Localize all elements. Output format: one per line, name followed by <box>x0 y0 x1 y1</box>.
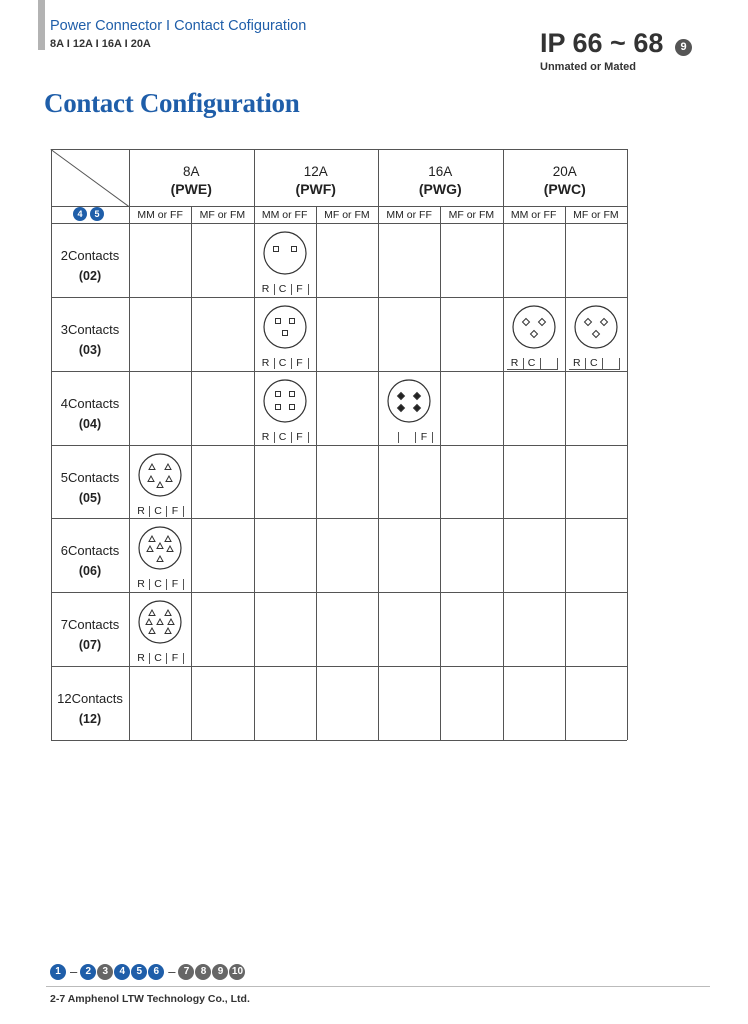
contact-pin <box>414 404 421 411</box>
mark-C: C <box>149 579 166 590</box>
mark-R: R <box>137 504 145 517</box>
contact-pin <box>165 610 171 616</box>
row-label: 3Contacts <box>60 321 120 337</box>
mark-C: C <box>149 653 166 664</box>
mark-F: F <box>166 579 183 590</box>
column-mating-type: MF or FM <box>573 209 619 221</box>
availability-marks <box>133 579 184 590</box>
availability-marks <box>382 432 433 443</box>
connector-face-4-square-icon <box>254 371 316 431</box>
row-code: (06) <box>78 564 102 579</box>
corner-diagonal <box>50 149 129 207</box>
contact-pin <box>149 536 155 542</box>
contact-pin <box>148 476 154 482</box>
contact-pin <box>167 546 173 552</box>
mark-C: C <box>274 358 291 369</box>
table-header-divider <box>51 206 627 207</box>
mark-blank <box>398 432 415 443</box>
contact-pin <box>149 464 155 470</box>
column-amp-1: 12A <box>303 164 328 179</box>
row-code: (05) <box>78 490 102 505</box>
column-mating-type: MF or FM <box>324 209 370 221</box>
row-label: 2Contacts <box>60 248 120 263</box>
row-label: 7Contacts <box>60 617 120 633</box>
mark-C: C <box>274 432 291 443</box>
mark-divider <box>432 432 433 443</box>
contact-pin <box>600 318 607 325</box>
mark-F: F <box>291 358 308 369</box>
mark-blank <box>382 432 398 443</box>
connector-face-3-diamond-open-icon <box>503 297 565 357</box>
contact-pin <box>289 391 294 396</box>
contact-pin <box>289 318 294 323</box>
mark-divider <box>619 358 620 369</box>
mark-F: F <box>291 284 308 295</box>
connector-face-7-triangle-icon <box>129 592 191 652</box>
availability-marks <box>258 284 309 295</box>
contact-pin <box>165 464 171 470</box>
footer-divider <box>46 986 710 987</box>
contact-pin <box>168 619 174 625</box>
availability-marks <box>133 506 184 517</box>
contact-pin <box>398 392 405 399</box>
nav-step-5[interactable]: 5 <box>131 964 147 980</box>
table-column-divider <box>191 206 192 740</box>
mark-R: R <box>137 578 145 591</box>
row-label: 12Contacts <box>57 691 123 707</box>
mark-blank <box>540 358 557 369</box>
row-code: (02) <box>78 269 102 283</box>
row-label: 6Contacts <box>60 543 120 559</box>
step-badge-4: 4 <box>73 207 87 221</box>
column-mating-type: MM or FF <box>137 209 183 221</box>
availability-marks <box>569 358 620 370</box>
footer-text: 2-7 Amphenol LTW Technology Co., Ltd. <box>50 993 250 1005</box>
ip-badge: 9 <box>675 39 692 56</box>
header-subtitle: 8A I 12A I 16A I 20A <box>50 38 151 50</box>
contact-pin <box>157 619 163 625</box>
table-row-divider <box>51 666 627 667</box>
contact-pin <box>414 392 421 399</box>
contact-pin <box>157 543 163 549</box>
table-column-divider <box>440 206 441 740</box>
contact-pin <box>398 404 405 411</box>
column-mating-type: MM or FF <box>510 209 557 221</box>
availability-marks <box>258 432 309 443</box>
contact-pin <box>275 318 280 323</box>
nav-step-3[interactable]: 3 <box>97 964 113 980</box>
mark-R: R <box>510 356 519 369</box>
column-code-1: (PWF) <box>295 181 336 197</box>
column-amp-3: 20A <box>552 164 577 179</box>
column-code-0: (PWE) <box>170 181 212 197</box>
mark-R: R <box>137 652 145 665</box>
mark-F: F <box>166 653 183 664</box>
part-number-nav <box>50 963 246 980</box>
nav-separator: – <box>168 964 176 979</box>
row-label: 4Contacts <box>60 395 120 411</box>
contact-pin <box>166 476 172 482</box>
mark-R: R <box>261 283 270 295</box>
contact-pin <box>165 628 171 634</box>
table-column-divider <box>316 206 317 740</box>
page-title: Contact Configuration <box>44 88 300 118</box>
contact-pin <box>273 247 278 252</box>
mark-C: C <box>523 358 540 369</box>
nav-step-1[interactable]: 1 <box>50 964 66 980</box>
mark-divider <box>183 653 184 664</box>
connector-face-3-diamond-open-icon <box>565 297 627 357</box>
column-amp-0: 8A <box>182 164 200 179</box>
contact-pin <box>538 318 545 325</box>
nav-step-6[interactable]: 6 <box>148 964 164 980</box>
contact-pin <box>291 247 296 252</box>
mark-C: C <box>149 506 166 517</box>
connector-face-3-square-icon <box>254 297 316 357</box>
contact-pin <box>530 330 537 337</box>
mark-divider <box>308 432 309 443</box>
column-mating-type: MF or FM <box>448 209 495 221</box>
contact-pin <box>146 619 152 625</box>
row-code: (03) <box>78 342 102 357</box>
mark-F: F <box>166 506 183 517</box>
connector-face-2-square-icon <box>254 223 316 283</box>
nav-step-10[interactable]: 10 <box>229 964 245 980</box>
table-column-divider <box>627 149 628 740</box>
table-row-divider <box>51 740 627 741</box>
column-amp-2: 16A <box>428 164 453 179</box>
mark-F: F <box>291 432 308 443</box>
mark-blank <box>602 358 619 369</box>
mark-F: F <box>415 432 432 443</box>
mark-C: C <box>274 284 291 295</box>
table-subheader-divider <box>51 223 627 224</box>
mark-divider <box>557 358 558 369</box>
nav-step-8[interactable]: 8 <box>195 964 211 980</box>
contact-pin <box>289 404 294 409</box>
contact-pin <box>522 318 529 325</box>
mark-C: C <box>585 358 602 369</box>
mark-divider <box>308 284 309 295</box>
nav-step-7[interactable]: 7 <box>178 964 194 980</box>
contact-pin <box>149 628 155 634</box>
ip-rating: IP 66 ~ 68 <box>540 28 664 58</box>
table-column-divider <box>565 206 566 740</box>
column-code-2: (PWG) <box>418 181 462 197</box>
header-title: Power Connector I Contact Cofiguration <box>50 18 307 34</box>
contact-pin <box>592 330 599 337</box>
contact-pin <box>275 404 280 409</box>
contact-pin <box>282 330 287 335</box>
connector-face-5-triangle-icon <box>129 445 191 505</box>
contact-pin <box>584 318 591 325</box>
availability-marks <box>133 653 184 664</box>
mark-R: R <box>261 430 270 443</box>
nav-step-9[interactable]: 9 <box>212 964 228 980</box>
mark-divider <box>183 579 184 590</box>
contact-pin <box>275 391 280 396</box>
row-label: 5Contacts <box>60 469 120 485</box>
column-mating-type: MM or FF <box>386 209 432 221</box>
step-badge-5: 5 <box>90 207 104 221</box>
contact-pin <box>157 556 163 562</box>
mark-R: R <box>261 356 270 369</box>
availability-marks <box>258 358 309 369</box>
contact-pin <box>149 610 155 616</box>
table-column-divider <box>503 149 504 740</box>
contact-pin <box>165 536 171 542</box>
table-border-top <box>51 149 627 150</box>
connector-face-4-diamond-filled-icon <box>378 371 440 431</box>
table-column-divider <box>378 149 379 740</box>
nav-separator: – <box>70 964 78 979</box>
nav-step-4[interactable]: 4 <box>114 964 130 980</box>
column-code-3: (PWC) <box>543 181 586 197</box>
contact-pin <box>157 482 163 488</box>
header-accent-bar <box>38 0 45 50</box>
column-mating-type: MF or FM <box>199 209 246 221</box>
nav-step-2[interactable]: 2 <box>80 964 96 980</box>
column-mating-type: MM or FF <box>261 209 308 221</box>
table-row-divider <box>51 371 627 372</box>
mark-divider <box>183 506 184 517</box>
mark-divider <box>308 358 309 369</box>
row-code: (12) <box>78 712 102 727</box>
row-code: (04) <box>78 416 102 431</box>
contact-pin <box>147 546 153 552</box>
connector-face-6-triangle-icon <box>129 518 191 578</box>
ip-note: Unmated or Mated <box>540 61 636 73</box>
mark-R: R <box>572 356 581 369</box>
row-code: (07) <box>78 638 102 653</box>
availability-marks <box>507 358 558 370</box>
